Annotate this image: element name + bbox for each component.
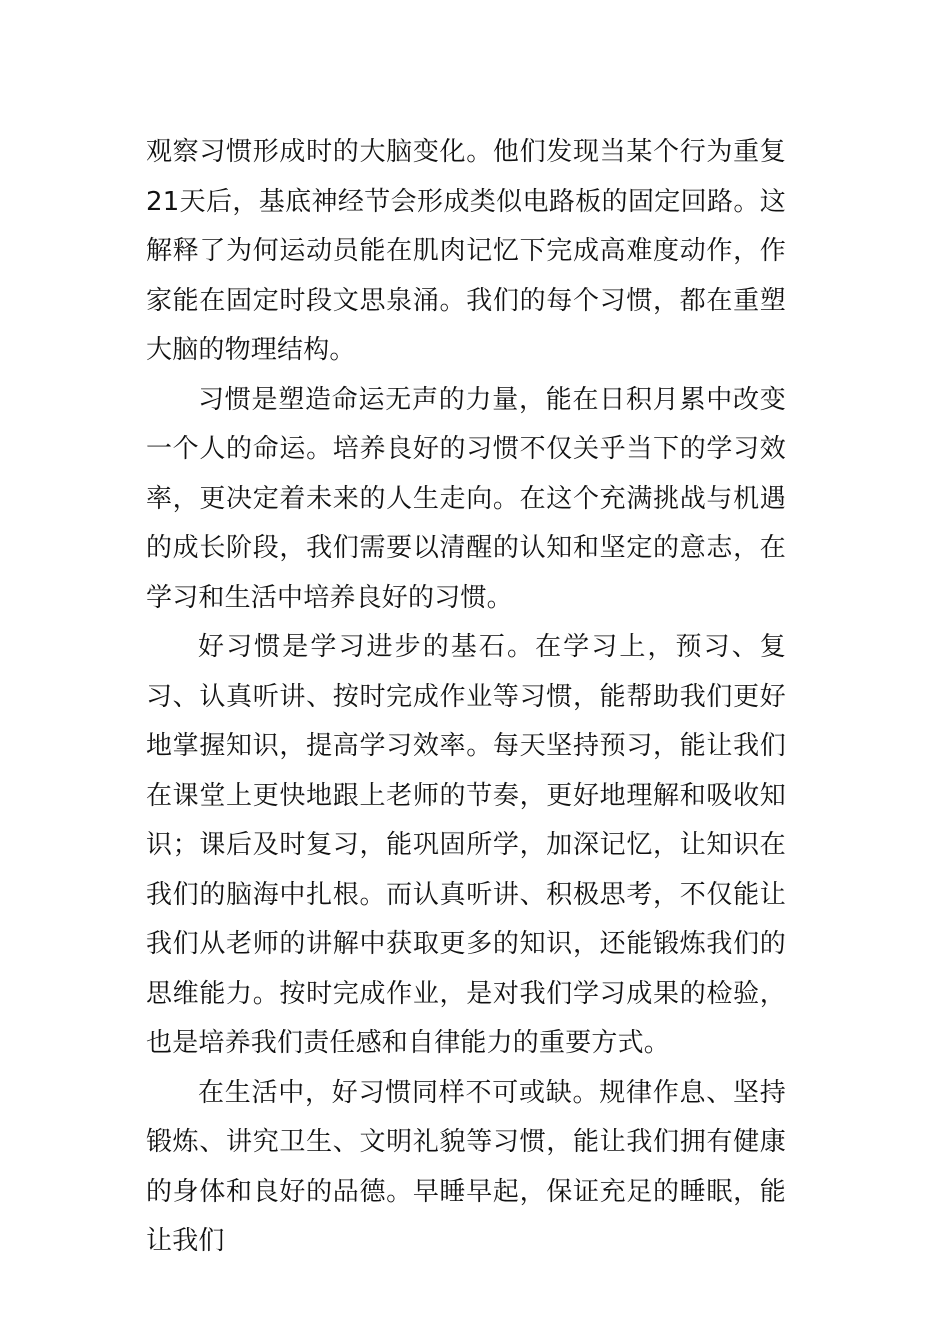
paragraph-habit-power: 习惯是塑造命运无声的力量，能在日积月累中改变一个人的命运。培养良好的习惯不仅关乎当下的学习效率，更决定着未来的人生走向。在这个充满挑战与机遇的成长阶段，我们需要以清醒的认知和坚定的意志，在学习和生活中培养良好的习惯。 (146, 384, 786, 613)
document-body (146, 128, 786, 1267)
paragraph-life-habits: 在生活中，好习惯同样不可或缺。规律作息、坚持锻炼、讲究卫生、文明礼貌等习惯，能让我们拥有健康的身体和良好的品德。早睡早起，保证充足的睡眠，能让我们 (146, 1077, 786, 1256)
paragraph-continuation: 观察习惯形成时的大脑变化。他们发现当某个行为重复21天后，基底神经节会形成类似电路板的固定回路。这解释了为何运动员能在肌肉记忆下完成高难度动作，作家能在固定时段文思泉涌。我们的每个习惯，都在重塑大脑的物理结构。 (146, 137, 786, 365)
paragraph-study-habits: 好习惯是学习进步的基石。在学习上，预习、复习、认真听讲、按时完成作业等习惯，能帮助我们更好地掌握知识，提高学习效率。每天坚持预习，能让我们在课堂上更快地跟上老师的节奏，更好地理解和吸收知识；课后及时复习，能巩固所学，加深记忆，让知识在我们的脑海中扎根。而认真听讲、积极思考，不仅能让我们从老师的讲解中获取更多的知识，还能锻炼我们的思维能力。按时完成作业，是对我们学习成果的检验，也是培养我们责任感和自律能力的重要方式。 (146, 632, 786, 1058)
